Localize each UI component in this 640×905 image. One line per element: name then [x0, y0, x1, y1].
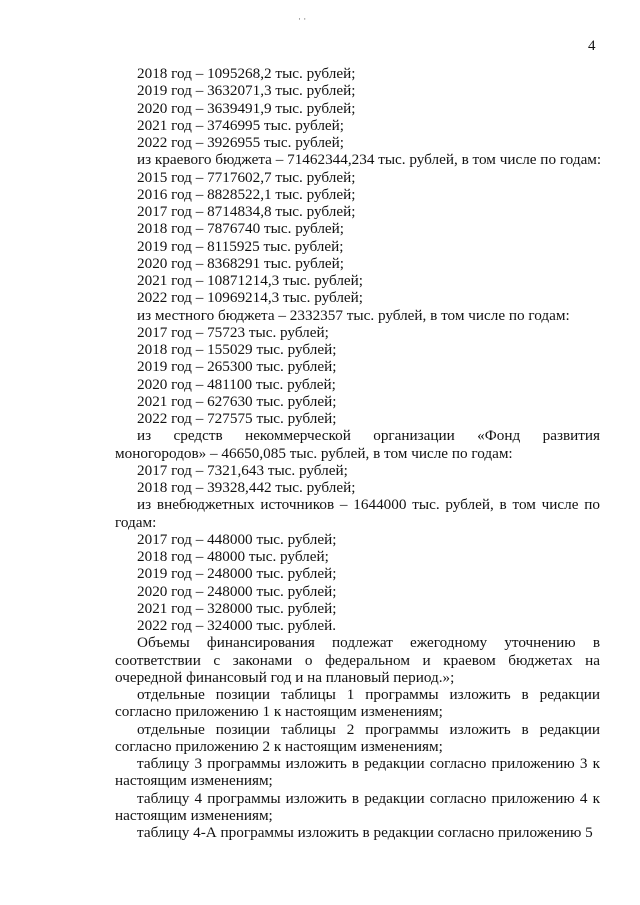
funding-lines-fund [115, 462, 600, 497]
text-line: 2015 год – 7717602,7 тыс. рублей; [137, 168, 356, 186]
text-line: 2018 год – 1095268,2 тыс. рублей; [137, 65, 356, 82]
paragraph-extrabudgetary: из внебюджетных источников – 1644000 тыс. рублей, в том числе по годам: [115, 496, 600, 531]
funding-lines-regional-local [115, 65, 600, 427]
text-line: 2018 год – 48000 тыс. рублей; [137, 548, 329, 565]
text-line: 2017 год – 75723 тыс. рублей; [137, 323, 329, 341]
text-line: 2017 год – 8714834,8 тыс. рублей; [137, 203, 356, 220]
text-line: 2017 год – 448000 тыс. рублей; [137, 530, 337, 548]
text-line: 2021 год – 3746995 тыс. рублей; [137, 116, 345, 134]
text-line: 2018 год – 39328,442 тыс. рублей; [137, 479, 356, 496]
text-line: 2019 год – 3632071,3 тыс. рублей; [137, 82, 356, 100]
paragraph-financing-volumes: Объемы финансирования подлежат ежегодному уточнению в соответствии с законами о федеральном и краевом бюджетах на очередной финансовый год и на плановый период.»; [115, 634, 600, 686]
text-line: 2019 год – 248000 тыс. рублей; [137, 565, 337, 583]
text-line: 2019 год – 265300 тыс. рублей; [137, 358, 337, 376]
text-line: 2022 год – 3926955 тыс. рублей; [137, 134, 345, 151]
paragraph-table-2: отдельные позиции таблицы 2 программы изложить в редакции согласно приложению 2 к настоящим изменениям; [115, 720, 600, 755]
paragraph-fund-monotowns: из средств некоммерческой организации «Фонд развития моногородов» – 46650,085 тыс. рублей, в том числе по годам: [115, 427, 600, 462]
text-line: из местного бюджета – 2332357 тыс. рублей, в том числе по годам: [137, 306, 570, 324]
text-line: 2018 год – 7876740 тыс. рублей; [137, 220, 345, 238]
text-line: 2017 год – 7321,643 тыс. рублей; [137, 461, 348, 479]
text-line: из краевого бюджета – 71462344,234 тыс. рублей, в том числе по годам: [137, 151, 602, 169]
text-line: 2016 год – 8828522,1 тыс. рублей; [137, 185, 356, 203]
page-number: 4 [588, 38, 596, 54]
text-line: 2022 год – 727575 тыс. рублей; [137, 410, 337, 427]
text-line: 2021 год – 10871214,3 тыс. рублей; [137, 272, 364, 289]
text-line: 2020 год – 8368291 тыс. рублей; [137, 254, 345, 272]
paragraph-table-3: таблицу 3 программы изложить в редакции согласно приложению 3 к настоящим изменениям; [115, 755, 600, 790]
text-line: 2018 год – 155029 тыс. рублей; [137, 341, 337, 358]
text-line: 2020 год – 3639491,9 тыс. рублей; [137, 99, 356, 117]
text-line: 2019 год – 8115925 тыс. рублей; [137, 237, 344, 255]
text-line: 2022 год – 10969214,3 тыс. рублей; [137, 289, 364, 307]
text-line: 2021 год – 328000 тыс. рублей; [137, 599, 337, 617]
funding-lines-extrabudgetary [115, 531, 600, 635]
text-line: 2021 год – 627630 тыс. рублей; [137, 392, 337, 410]
scan-speck: · · [298, 14, 307, 24]
text-line: 2020 год – 481100 тыс. рублей; [137, 375, 336, 393]
text-line: 2022 год – 324000 тыс. рублей. [137, 617, 337, 634]
paragraph-table-1: отдельные позиции таблицы 1 программы изложить в редакции согласно приложению 1 к настоящим изменениям; [115, 686, 600, 721]
paragraph-table-4a: таблицу 4-А программы изложить в редакции согласно приложению 5 [137, 824, 593, 841]
text-line: 2020 год – 248000 тыс. рублей; [137, 582, 337, 600]
document-body [115, 65, 600, 841]
paragraph-table-4: таблицу 4 программы изложить в редакции согласно приложению 4 к настоящим изменениям; [115, 789, 600, 824]
